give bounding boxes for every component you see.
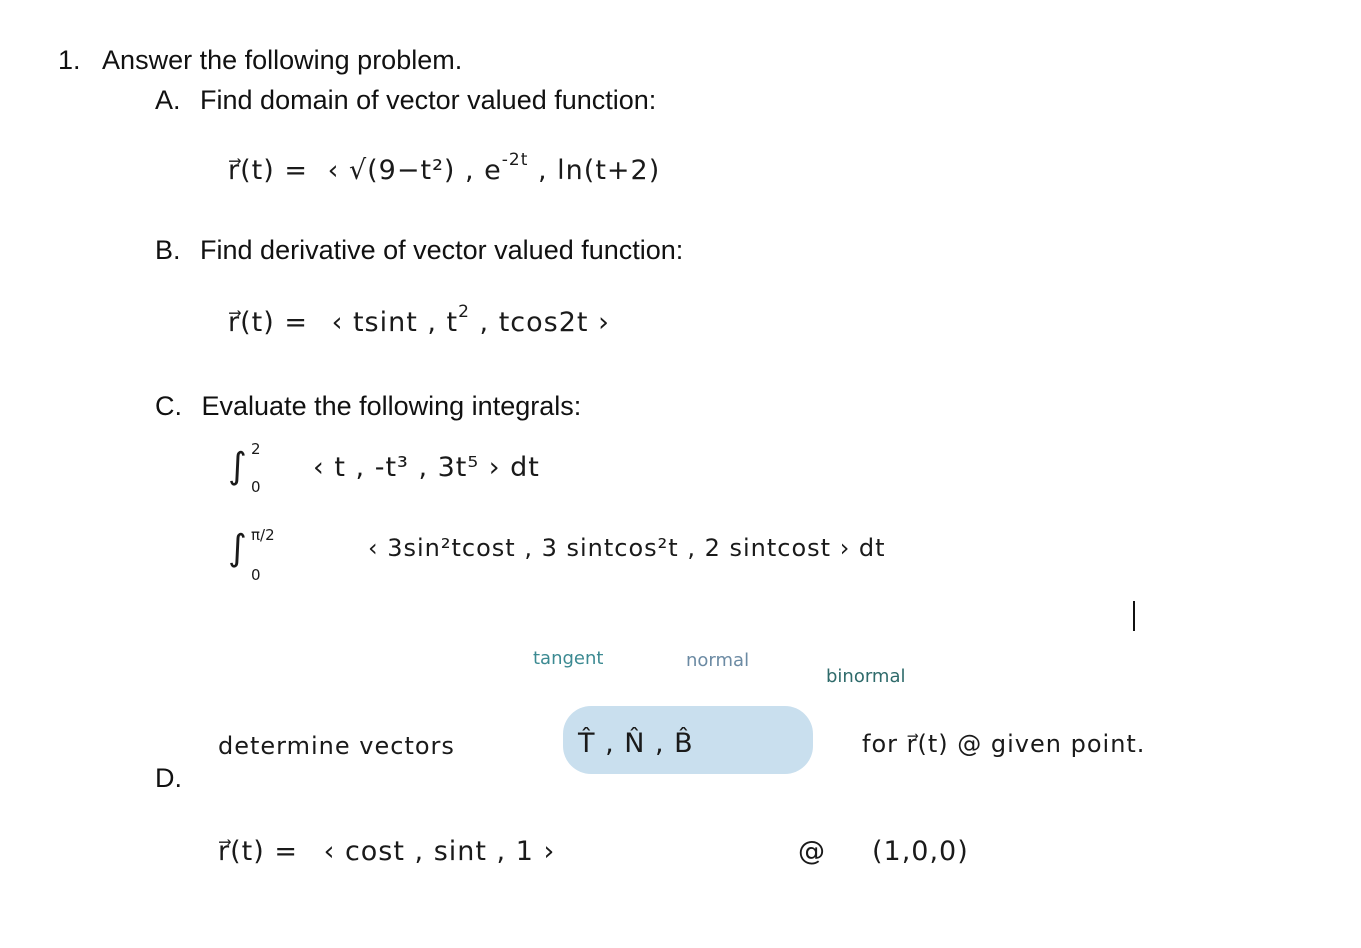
part-a-heading [155,84,656,116]
part-c-text: Evaluate the following integrals: [201,391,582,421]
note-binormal: binormal [826,666,906,687]
integral-1-body: ‹ t , -t³ , 3t⁵ › dt [313,452,540,483]
integral-1-upper: 2 [251,440,261,458]
problem-header [58,44,462,76]
integral-2-sign: ∫ [228,528,247,569]
text-cursor [1133,601,1135,631]
part-d-letter: D. [155,763,182,793]
note-normal: normal [686,650,750,671]
part-a-letter: A. [155,85,181,115]
note-tangent: tangent [533,648,604,669]
problem-number: 1. [58,45,81,75]
integral-2-upper: π/2 [251,526,275,544]
part-d-vectors: T̂ , N̂ , B̂ [578,728,694,759]
integral-1-sign: ∫ [228,446,247,487]
part-a-equation [228,150,660,186]
problem-title: Answer the following problem. [102,45,463,75]
part-b-tail: , tcos2t › [469,307,610,338]
part-a-expr: ‹ √(9−t²) , e [327,155,502,186]
integral-2-lower: 0 [251,566,261,584]
part-c-letter: C. [155,391,182,421]
integral-2-body: ‹ 3sin²tcost , 3 sintcos²t , 2 sintcost › dt [368,534,886,562]
part-d-expr: ‹ cost , sint , 1 › [323,836,556,867]
part-d-prefix: determine vectors [218,732,455,760]
part-b-lhs: r⃗(t) = [228,307,308,338]
part-d-equation [218,836,555,867]
part-a-text: Find domain of vector valued function: [200,85,657,115]
part-b-exponent: 2 [458,302,470,322]
part-b-letter: B. [155,235,181,265]
part-d-suffix: for r⃗(t) @ given point. [862,730,1146,758]
part-b-heading [155,234,683,266]
part-a-exponent: -2t [501,150,529,170]
integral-1-lower: 0 [251,478,261,496]
part-a-lhs: r⃗(t) = [228,155,308,186]
part-b-equation [228,302,610,338]
part-a-tail: , ln(t+2) [538,155,661,186]
part-c-heading [155,390,581,422]
part-d-lhs: r⃗(t) = [218,836,298,867]
part-b-text: Find derivative of vector valued function: [200,235,684,265]
part-b-expr: ‹ tsint , t [331,307,459,338]
part-d-at: @ [798,836,826,867]
part-d-point: (1,0,0) [872,836,969,867]
